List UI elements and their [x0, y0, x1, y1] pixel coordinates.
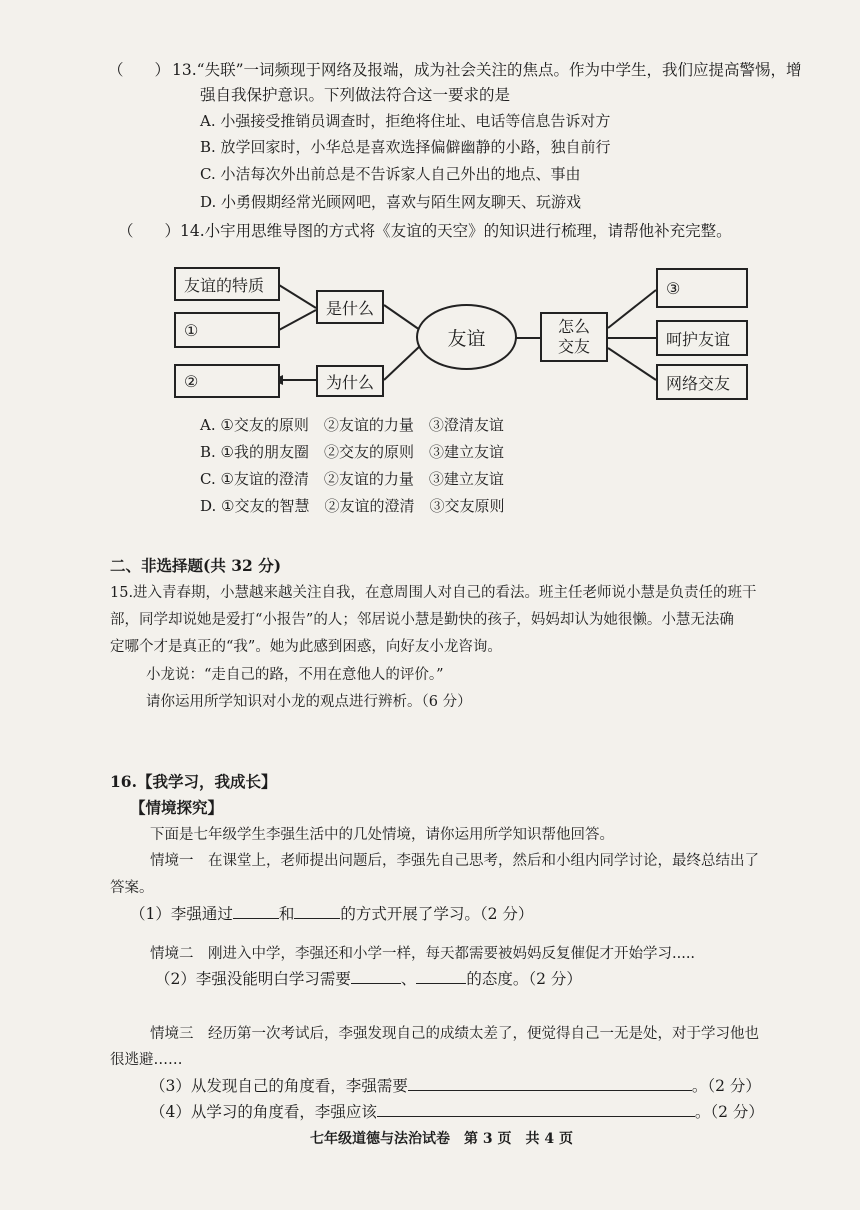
- q16-subq4-part-a: （4）从学习的角度看，李强应该: [150, 1103, 377, 1121]
- mindmap-box-friendship-traits: 友谊的特质: [174, 267, 280, 301]
- mindmap-box-why: 为什么: [316, 365, 384, 397]
- mindmap-how-line1: 怎么: [557, 317, 590, 336]
- q14-option-a: A. ①交友的原则 ②友谊的力量 ③澄清友谊: [200, 416, 504, 434]
- q13-option-b: B. 放学回家时，小华总是喜欢选择偏僻幽静的小路，独自前行: [200, 138, 611, 156]
- q14-option-c: C. ①友谊的澄清 ②友谊的力量 ③建立友谊: [200, 470, 504, 488]
- q15-prompt: 请你运用所学知识对小龙的观点进行辨析。（6 分）: [146, 694, 472, 710]
- q13-stem-line2: 强自我保护意识。下列做法符合这一要求的是: [200, 86, 511, 104]
- q16-scenario3-line2: 很逃避……: [110, 1052, 183, 1068]
- q16-subq2-part-c: 的态度。（2 分）: [466, 970, 582, 988]
- q16-subtitle: 【情境探究】: [130, 798, 224, 817]
- q16-subq2: [155, 967, 582, 989]
- q16-subq3: [150, 1074, 761, 1096]
- q16-subq3-part-a: （3）从发现自己的角度看，李强需要: [150, 1077, 408, 1095]
- mindmap-box-blank-2: ②: [174, 364, 280, 398]
- q16-subq1-part-b: 和: [278, 905, 295, 923]
- q16-subq4-part-b: 。（2 分）: [694, 1103, 764, 1121]
- mindmap-box-cherish-friendship: 呵护友谊: [656, 320, 748, 356]
- q15-line1: 15.进入青春期，小慧越来越关注自我，在意周围人对自己的看法。班主任老师说小慧是负责任的班干: [110, 585, 757, 601]
- q13-answer-paren: （ ）: [108, 61, 171, 79]
- answer-blank[interactable]: [408, 1076, 692, 1091]
- q13-stem-line1: 13.“失联”一词频现于网络及报端，成为社会关注的焦点。作为中学生，我们应提高警惕，增: [172, 61, 802, 79]
- answer-blank[interactable]: [351, 969, 401, 984]
- q16-scenario1-line2: 答案。: [110, 880, 154, 896]
- answer-blank[interactable]: [294, 904, 340, 919]
- q16-title: 16.【我学习，我成长】: [110, 772, 277, 791]
- q15-quote: 小龙说：“走自己的路，不用在意他人的评价。”: [146, 667, 444, 683]
- q16-subq3-part-b: 。（2 分）: [691, 1077, 761, 1095]
- q14-answer-paren: （ ）: [118, 222, 181, 240]
- q16-scenario3-line1: 情境三 经历第一次考试后，李强发现自己的成绩太差了，便觉得自己一无是处，对于学习他也: [150, 1026, 759, 1042]
- q16-subq1-part-c: 的方式开展了学习。（2 分）: [340, 905, 534, 923]
- q14-option-b: B. ①我的朋友圈 ②交友的原则 ③建立友谊: [200, 443, 505, 461]
- q15-line2: 部，同学却说她是爱打“小报告”的人；邻居说小慧是勤快的孩子，妈妈却认为她很懒。小慧无法确: [110, 612, 734, 628]
- q13-option-c: C. 小洁每次外出前总是不告诉家人自己外出的地点、事由: [200, 165, 581, 183]
- mindmap-box-online-friendship: 网络交友: [656, 364, 748, 400]
- mindmap-box-how: [540, 312, 608, 362]
- mindmap-box-what: 是什么: [316, 290, 384, 324]
- mindmap-box-blank-1: ①: [174, 312, 280, 348]
- q14-option-d: D. ①交友的智慧 ②友谊的澄清 ③交友原则: [200, 497, 505, 515]
- q14-stem: 14.小宇用思维导图的方式将《友谊的天空》的知识进行梳理，请帮他补充完整。: [180, 222, 732, 240]
- q13-option-a: A. 小强接受推销员调查时，拒绝将住址、电话等信息告诉对方: [200, 112, 611, 130]
- q16-scenario1-line1: 情境一 在课堂上，老师提出问题后，李强先自己思考，然后和小组内同学讨论，最终总结出了: [150, 853, 759, 869]
- q16-subq1: [130, 902, 533, 924]
- answer-blank[interactable]: [377, 1102, 695, 1117]
- q16-subq1-part-a: （1）李强通过: [130, 905, 233, 923]
- mindmap-how-line2: 交友: [557, 337, 590, 356]
- q16-subq2-part-a: （2）李强没能明白学习需要: [155, 970, 351, 988]
- q15-line3: 定哪个才是真正的“我”。她为此感到困惑，向好友小龙咨询。: [110, 639, 502, 655]
- page-footer: 七年级道德与法治试卷 第 3 页 共 4 页: [310, 1131, 573, 1147]
- answer-blank[interactable]: [416, 969, 466, 984]
- answer-blank[interactable]: [233, 904, 279, 919]
- q16-subq4: [150, 1100, 764, 1122]
- q16-subq2-part-b: 、: [400, 970, 417, 988]
- mindmap-center-friendship: 友谊: [416, 304, 517, 370]
- q16-scenario2: 情境二 刚进入中学，李强还和小学一样，每天都需要被妈妈反复催促才开始学习.....: [150, 946, 696, 962]
- mindmap-box-blank-3: ③: [656, 268, 748, 308]
- section2-heading: 二、非选择题(共 32 分): [110, 556, 282, 575]
- q16-intro: 下面是七年级学生李强生活中的几处情境，请你运用所学知识帮他回答。: [150, 827, 614, 843]
- q13-option-d: D. 小勇假期经常光顾网吧，喜欢与陌生网友聊天、玩游戏: [200, 193, 582, 211]
